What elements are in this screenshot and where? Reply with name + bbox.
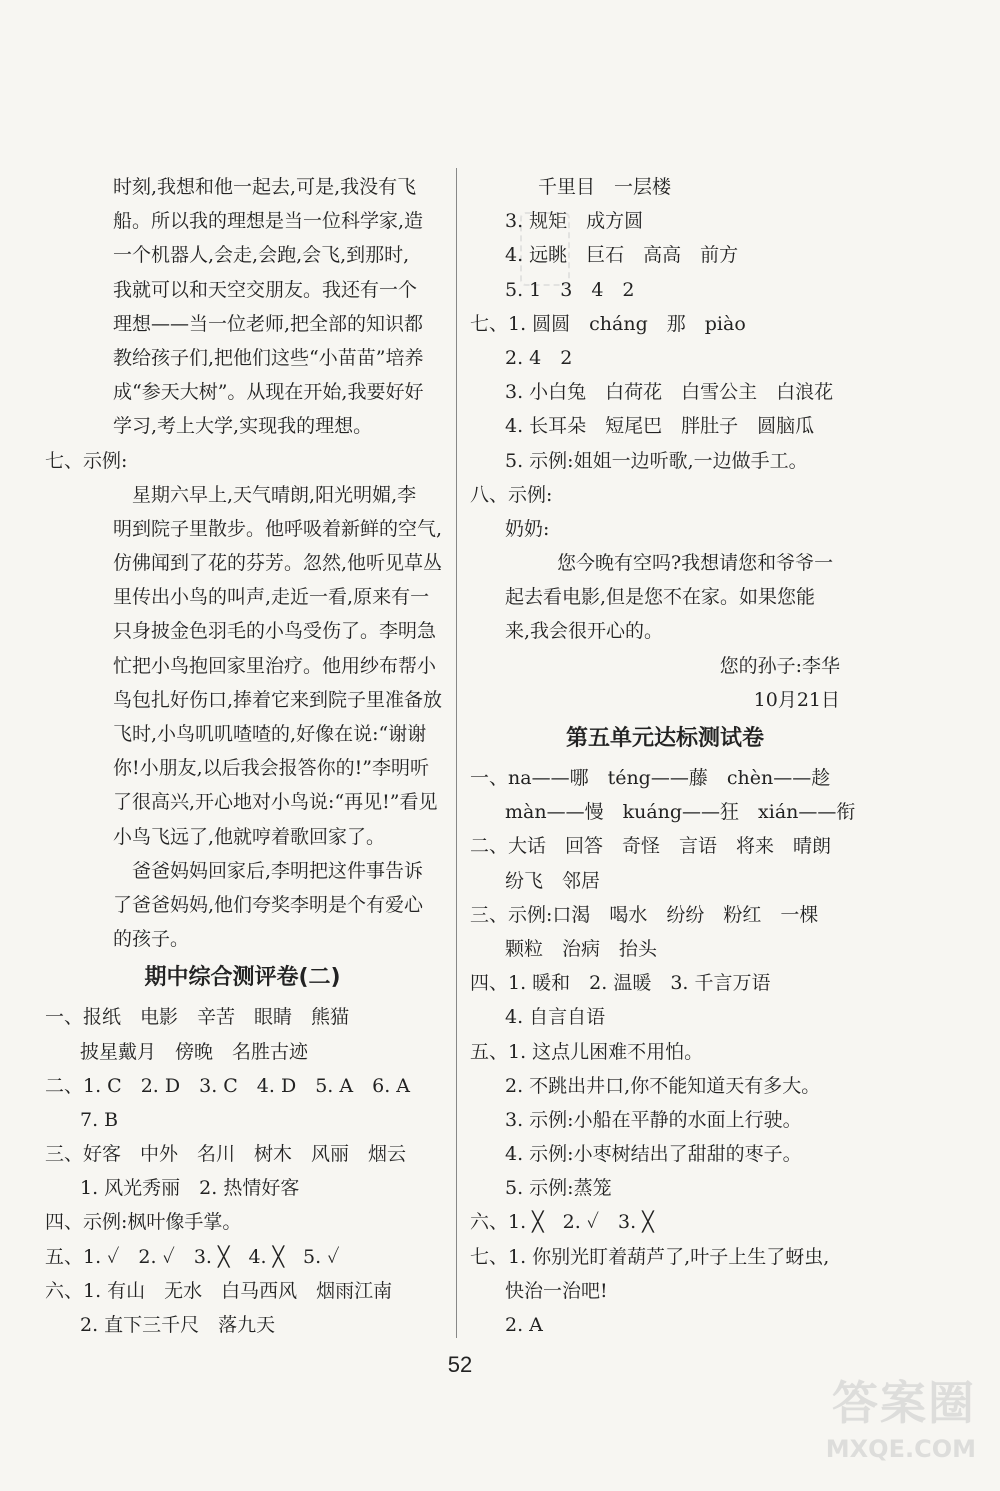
answer-line: 只身披金色羽毛的小鸟受伤了。李明急 [113, 620, 437, 643]
answer-line: 你!小朋友,以后我会报答你的!”李明听 [113, 757, 430, 780]
answer-line: 仿佛闻到了花的芬芳。忽然,他听见草丛 [113, 552, 443, 575]
answer-line: 成“参天大树”。从现在开始,我要好好 [113, 381, 424, 404]
answer-line: 六、1. 有山 无水 白马西风 烟雨江南 [45, 1279, 393, 1302]
answer-line: 快治一治吧! [505, 1279, 608, 1302]
answer-line: 4. 长耳朵 短尾巴 胖肚子 圆脑瓜 [505, 415, 815, 438]
answer-line: 小鸟飞远了,他就哼着歌回家了。 [113, 825, 386, 848]
answer-line: 的孩子。 [113, 928, 190, 951]
answer-line: 五、1. 这点儿困难不用怕。 [470, 1040, 704, 1063]
answer-line: 来,我会很开心的。 [505, 620, 664, 643]
answer-line: 2. 不跳出井口,你不能知道天有多大。 [505, 1074, 821, 1097]
answer-line: 4. 自言自语 [505, 1006, 606, 1029]
answer-line: 二、1. C 2. D 3. C 4. D 5. A 6. A [45, 1074, 410, 1097]
answer-line: 千里目 一层楼 [538, 176, 672, 198]
answer-line: 教给孩子们,把他们这些“小苗苗”培养 [113, 346, 424, 369]
section-heading: 第五单元达标测试卷 [565, 726, 764, 751]
answer-line: 5. 示例:姐姐一边听歌,一边做手工。 [505, 449, 808, 472]
answer-line: 六、1. ╳ 2. ✓ 3. ╳ [470, 1211, 654, 1234]
answer-line: 纷飞 邻居 [505, 869, 601, 892]
watermark [746, 1367, 976, 1477]
answer-line: 4. 示例:小枣树结出了甜甜的枣子。 [505, 1143, 802, 1166]
answer-line: 四、示例:枫叶像手掌。 [45, 1211, 242, 1234]
column-divider [456, 168, 457, 1338]
answer-line: 7. B [80, 1108, 119, 1131]
answer-line: 了爸爸妈妈,他们夸奖李明是个有爱心 [113, 893, 424, 916]
answer-line: 起去看电影,但是您不在家。如果您能 [505, 586, 816, 609]
page-number: 52 [447, 1352, 473, 1377]
answer-line: 八、示例: [470, 483, 553, 506]
answer-line: 鸟包扎好伤口,捧着它来到院子里准备放 [113, 688, 443, 711]
answer-line: 您的孙子:李华 [719, 654, 840, 677]
section-heading: 期中综合测评卷(二) [144, 965, 341, 991]
answer-line: 2. 4 2 [505, 346, 573, 369]
answer-line: 三、示例:口渴 喝水 纷纷 粉红 一棵 [470, 903, 819, 926]
right-column [470, 170, 860, 1342]
answer-line: 2. 直下三千尺 落九天 [80, 1314, 276, 1336]
answer-line: 学习,考上大学,实现我的理想。 [113, 415, 373, 438]
answer-line: 忙把小鸟抱回家里治疗。他用纱布帮小 [113, 654, 437, 677]
answer-line: 爸爸妈妈回家后,李明把这件事告诉 [113, 859, 424, 882]
answer-line: 明到院子里散步。他呼吸着新鲜的空气, [113, 517, 443, 540]
answer-line: 2. A [505, 1314, 543, 1336]
watermark-logo: 答案圈 [832, 1376, 976, 1430]
answer-line: 颗粒 治病 抬头 [505, 937, 658, 960]
answer-line: 飞时,小鸟叽叽喳喳的,好像在说:“谢谢 [113, 723, 427, 745]
answer-line: 二、大话 回答 奇怪 言语 将来 晴朗 [470, 835, 832, 858]
answer-line: 10月21日 [753, 688, 840, 711]
answer-line: màn——慢 kuáng——狂 xián——衔 [505, 801, 856, 824]
answer-line: 理想——当一位老师,把全部的知识都 [113, 312, 424, 335]
answer-line: 4. 远眺 巨石 高高 前方 [505, 244, 739, 267]
answer-line: 一、报纸 电影 辛苦 眼睛 熊猫 [45, 1006, 350, 1029]
answer-line: 星期六早上,天气晴朗,阳光明媚,李 [113, 483, 417, 506]
answer-line: 一、na——哪 téng——藤 chèn——趁 [470, 767, 831, 789]
answer-line: 奶奶: [505, 517, 550, 540]
answer-line: 船。所以我的理想是当一位科学家,造 [113, 210, 424, 233]
answer-line: 了很高兴,开心地对小鸟说:“再见!”看见 [113, 791, 438, 814]
answer-line: 五、1. ✓ 2. ✓ 3. ╳ 4. ╳ 5. ✓ [45, 1245, 340, 1268]
answer-line: 时刻,我想和他一起去,可是,我没有飞 [113, 176, 417, 198]
answer-line: 披星戴月 傍晚 名胜古迹 [80, 1040, 309, 1063]
answer-line: 3. 示例:小船在平静的水面上行驶。 [505, 1108, 802, 1131]
answer-line: 5. 1 3 4 2 [505, 278, 635, 301]
answer-line: 里传出小鸟的叫声,走近一看,原来有一 [113, 586, 430, 609]
answer-line: 一个机器人,会走,会跑,会飞,到那时, [113, 244, 410, 267]
answer-line: 三、好客 中外 名川 树木 风丽 烟云 [45, 1143, 407, 1166]
answer-line: 3. 小白兔 白荷花 白雪公主 白浪花 [505, 381, 834, 404]
answer-line: 七、示例: [45, 449, 128, 472]
answer-line: 四、1. 暖和 2. 温暖 3. 千言万语 [470, 972, 771, 995]
left-column [45, 170, 443, 1342]
answer-line: 我就可以和天空交朋友。我还有一个 [113, 278, 418, 301]
answer-line: 您今晚有空吗?我想请您和爷爷一 [538, 552, 834, 575]
answer-line: 七、1. 圆圆 cháng 那 piào [470, 312, 746, 335]
answer-line: 1. 风光秀丽 2. 热情好客 [80, 1177, 300, 1200]
watermark-url: MXQE.COM [825, 1435, 976, 1463]
answer-line: 七、1. 你别光盯着葫芦了,叶子上生了蚜虫, [470, 1245, 830, 1268]
answer-line: 5. 示例:蒸笼 [505, 1177, 612, 1200]
answer-line: 3. 规矩 成方圆 [505, 210, 644, 233]
